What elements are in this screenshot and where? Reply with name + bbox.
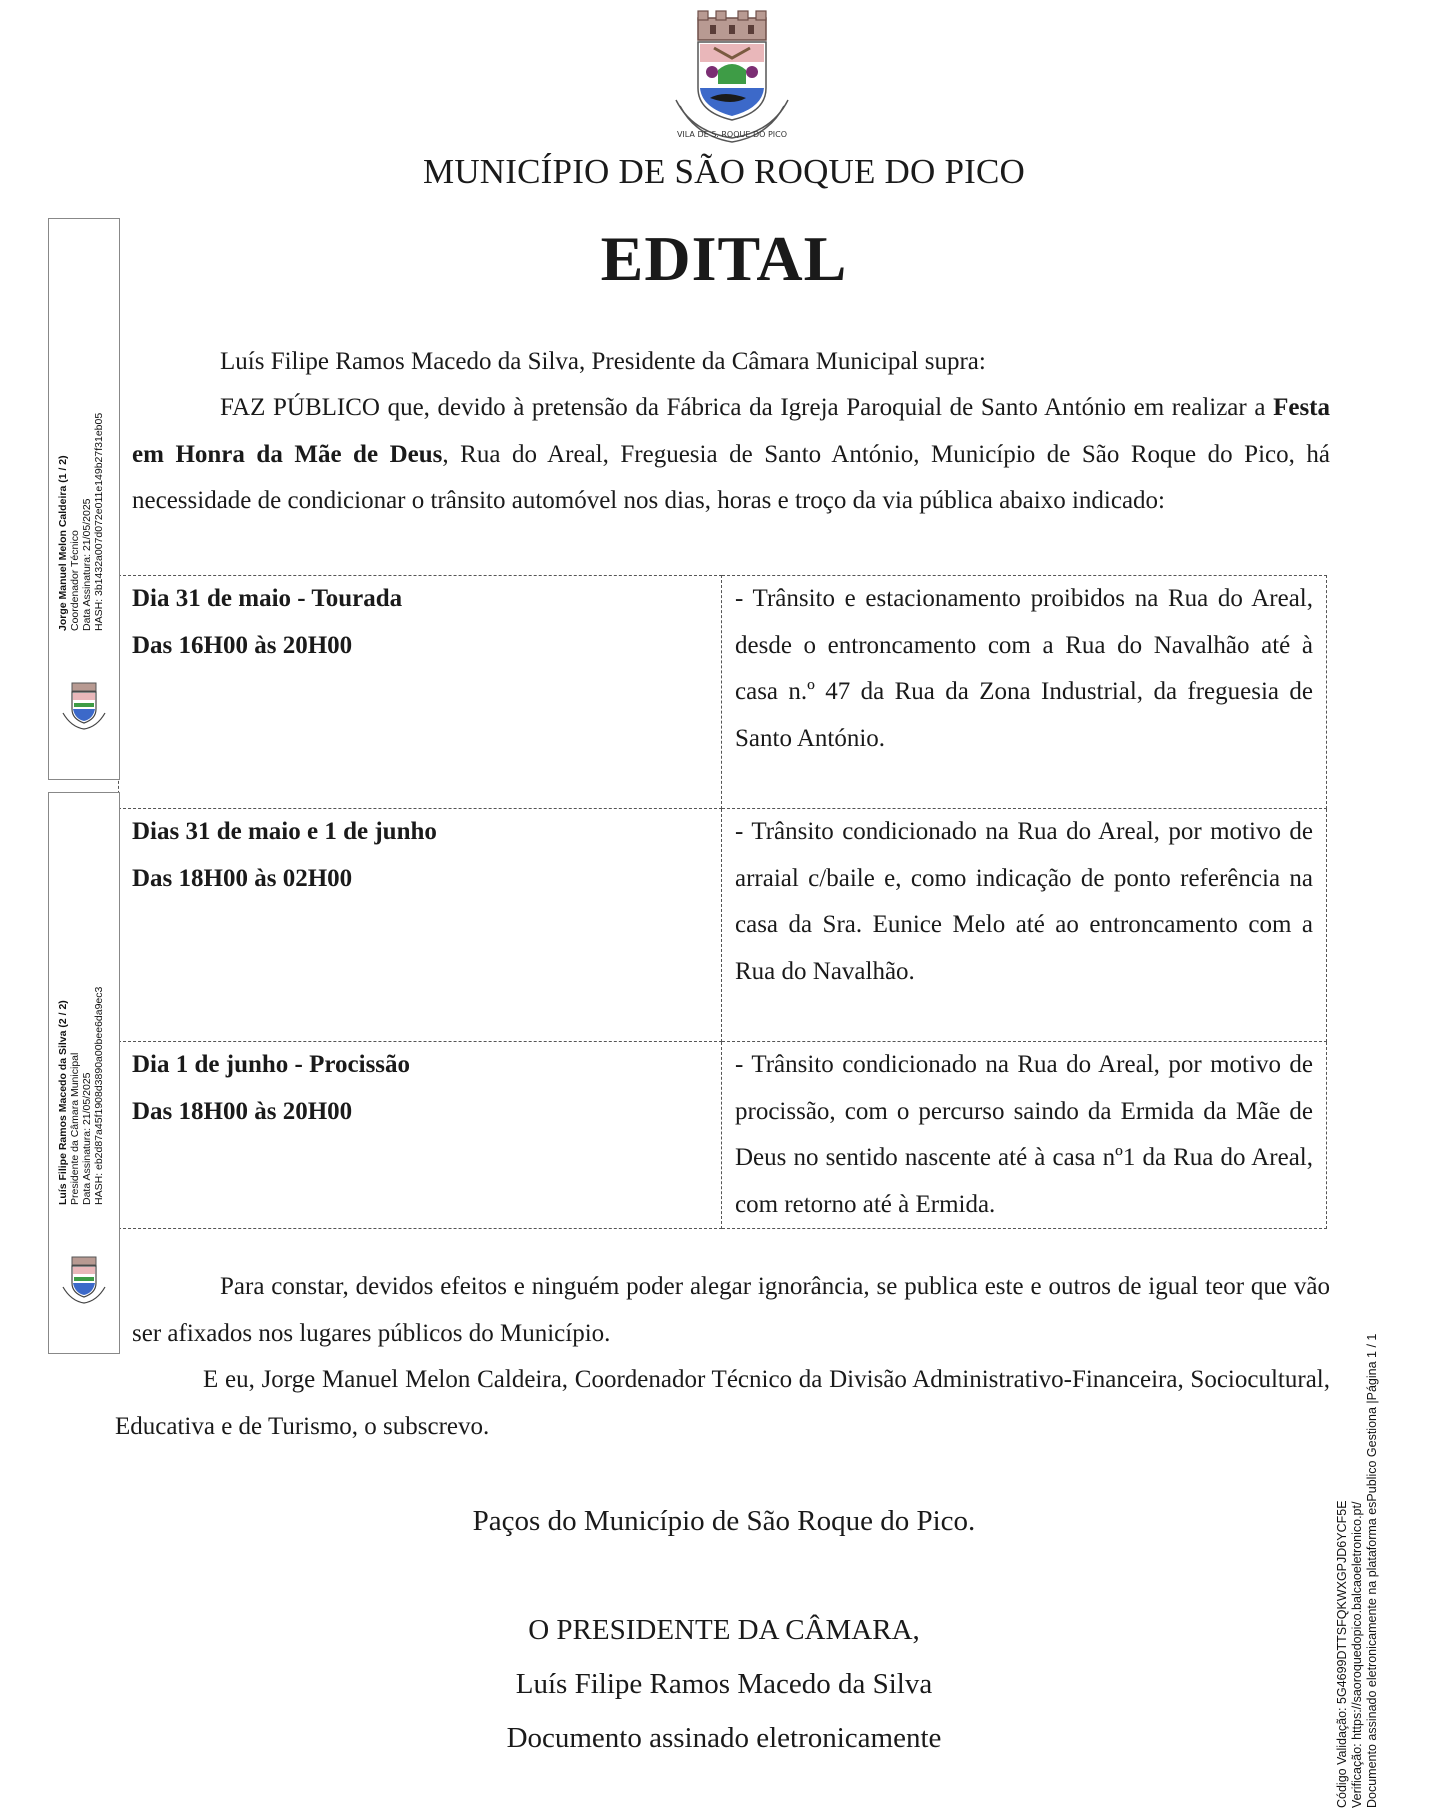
schedule-description: - Trânsito condicionado na Rua do Areal, por motivo de procissão, com o percurso saindo da Ermida da Mãe de Deus no sentido nascente até à casa nº1 da Rua do Areal, com retorno até à Ermida. xyxy=(722,1042,1327,1229)
table-row xyxy=(119,1042,1327,1229)
signed-electronically-note: Documento assinado eletronicamente xyxy=(506,1722,942,1754)
schedule-hours: Das 18H00 às 20H00 xyxy=(132,1097,353,1125)
platform-page-info: Documento assinado eletronicamente na plataforma esPublico Gestiona |Página 1 / 1 xyxy=(1365,1333,1379,1808)
signature-text-1 xyxy=(57,413,105,631)
signature-box-2 xyxy=(48,792,120,1354)
document-title: EDITAL xyxy=(600,223,848,294)
crest-scroll-text: VILA DE S. ROQUE DO PICO xyxy=(676,130,788,139)
signature-hash: HASH: 3b1432a007d072e011e149b27f31eb05 xyxy=(93,412,105,631)
schedule-day-cell xyxy=(119,809,722,1042)
table-row xyxy=(119,576,1327,809)
table-row xyxy=(119,809,1327,1042)
signature-date: Data Assinatura: 21/05/2025 xyxy=(81,1072,93,1205)
traffic-schedule-table xyxy=(118,575,1327,1229)
verification-url[interactable]: Verificação: https://saoroquedopico.balcaoeletronico.pt/ xyxy=(1350,1501,1364,1808)
signature-box-1 xyxy=(48,218,120,780)
signature-hash: HASH: eb2d87a45f1908d3890a00bee6da9ec3 xyxy=(93,986,105,1205)
schedule-day-cell xyxy=(119,1042,722,1229)
schedule-day: Dia 31 de maio - Tourada xyxy=(132,585,403,612)
schedule-description: - Trânsito condicionado na Rua do Areal, por motivo de arraial c/baile e, como indicação de ponto referência na casa da Sra. Eunice Melo até ao entroncamento com a Rua do Navalhão. xyxy=(722,809,1327,1042)
signature-crest-icon xyxy=(59,679,109,731)
schedule-description: - Trânsito e estacionamento proibidos na Rua do Areal, desde o entroncamento com a Rua do Navalhão até à casa n.º 47 da Rua da Zona Industrial, da freguesia de Santo António. xyxy=(722,576,1327,809)
signer-role: Coordenador Técnico xyxy=(69,530,81,631)
para-constar: Para constar, devidos efeitos e ninguém poder alegar ignorância, se publica este e outros de igual teor que vão ser afixados nos lugares públicos do Município. xyxy=(132,1273,1330,1347)
schedule-hours: Das 18H00 às 02H00 xyxy=(132,864,353,892)
faz-publico-prefix: FAZ PÚBLICO que, devido à pretensão da Fábrica da Igreja Paroquial de Santo António em realizar a xyxy=(220,394,1274,421)
faz-publico-paragraph xyxy=(132,385,1330,525)
schedule-hours: Das 16H00 às 20H00 xyxy=(132,631,353,659)
signature-date: Data Assinatura: 21/05/2025 xyxy=(81,498,93,631)
intro-paragraph: Luís Filipe Ramos Macedo da Silva, Presidente da Câmara Municipal supra: xyxy=(220,348,986,375)
municipality-name: MUNICÍPIO DE SÃO ROQUE DO PICO xyxy=(423,152,1025,191)
validation-strip xyxy=(1335,1334,1380,1808)
signature-crest-icon xyxy=(59,1253,109,1305)
schedule-day: Dia 1 de junho - Procissão xyxy=(132,1051,411,1078)
signature-text-2 xyxy=(57,987,105,1205)
schedule-day: Dias 31 de maio e 1 de junho xyxy=(132,818,437,845)
presidente-name: Luís Filipe Ramos Macedo da Silva xyxy=(515,1668,933,1700)
presidente-title: O PRESIDENTE DA CÂMARA, xyxy=(528,1614,920,1646)
pacos-line: Paços do Município de São Roque do Pico. xyxy=(472,1505,976,1537)
festa-name: Festa em Honra da Mãe de Deus xyxy=(132,394,1330,468)
faz-publico-suffix: , Rua do Areal, Freguesia de Santo António, Município de São Roque do Pico, há necessidade de condicionar o trânsito automóvel nos dias, horas e troço da via pública abaixo indicado: xyxy=(132,440,1330,514)
municipal-crest-icon xyxy=(662,8,802,146)
signer-role: Presidente da Câmara Municipal xyxy=(69,1052,81,1205)
subscrevo-paragraph: E eu, Jorge Manuel Melon Caldeira, Coordenador Técnico da Divisão Administrativo-Financeira, Sociocultural, Educativa e de Turismo, o subscrevo. xyxy=(115,1366,1330,1440)
schedule-day-cell xyxy=(119,576,722,809)
signer-name: Jorge Manuel Melon Caldeira (1 / 2) xyxy=(57,455,69,631)
validation-code: Código Validação: 5G4699DTTSFQKWXGPJD6YCF5E xyxy=(1335,1500,1349,1808)
signer-name: Luís Filipe Ramos Macedo da Silva (2 / 2) xyxy=(57,1000,69,1205)
